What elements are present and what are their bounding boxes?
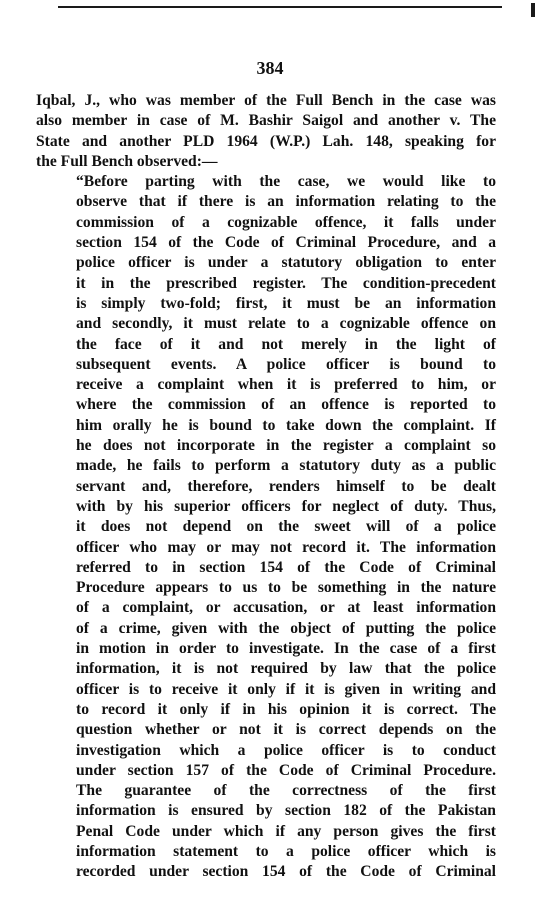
quote-line: where the commission of an offence is reported to <box>76 396 496 414</box>
intro-line: the Full Bench observed:— <box>36 152 218 170</box>
quote-line: with by his superior officers for neglect of duty. Thus, <box>76 497 496 515</box>
quote-line: under section 157 of the Code of Criminal Procedure. <box>76 761 496 779</box>
quote-line: section 154 of the Code of Criminal Procedure, and a <box>76 234 496 252</box>
quote-line: of a crime, given with the object of putting the police <box>76 619 496 637</box>
intro-paragraph <box>0 91 540 172</box>
intro-line: State and another PLD 1964 (W.P.) Lah. 148, speaking for <box>36 132 496 150</box>
quote-line: officer is to receive it only if it is given in writing and <box>76 680 496 698</box>
quote-line: police officer is under a statutory obligation to enter <box>76 254 496 272</box>
intro-line: also member in case of M. Bashir Saigol and another v. The <box>36 112 496 130</box>
page-body <box>0 91 540 883</box>
quote-line: receive a complaint when it is preferred to him, or <box>76 376 496 394</box>
quote-line: him orally he is bound to take down the complaint. If <box>76 416 496 434</box>
intro-line: Iqbal, J., who was member of the Full Bench in the case was <box>36 92 496 109</box>
quote-line: information statement to a police officer which is <box>76 842 496 860</box>
quote-line: he does not incorporate in the register a complaint so <box>76 437 496 455</box>
quote-line: “Before parting with the case, we would like to <box>76 173 496 191</box>
quote-line: observe that if there is an information relating to the <box>76 193 496 211</box>
quote-line: it in the prescribed register. The condition-precedent <box>76 274 496 292</box>
quote-line: Procedure appears to us to be something in the nature <box>76 579 496 597</box>
top-border-rule <box>58 6 502 8</box>
quote-line: information is ensured by section 182 of the Pakistan <box>76 802 496 820</box>
quote-line: of a complaint, or accusation, or at least information <box>76 599 496 617</box>
quote-line: the face of it and not merely in the light of <box>76 335 496 353</box>
quote-line: Penal Code under which if any person gives the first <box>76 822 496 840</box>
quote-line: to record it only if in his opinion it is correct. The <box>76 700 496 718</box>
quote-line: made, he fails to perform a statutory duty as a public <box>76 457 496 475</box>
quote-line: and secondly, it must relate to a cognizable offence on <box>76 315 496 333</box>
quote-line: referred to in section 154 of the Code of Criminal <box>76 558 496 576</box>
quote-line: is simply two-fold; first, it must be an information <box>76 294 496 312</box>
quote-line: commission of a cognizable offence, it falls under <box>76 213 496 231</box>
quote-line: question whether or not it is correct depends on the <box>76 721 496 739</box>
quote-line: officer who may or may not record it. The information <box>76 538 496 556</box>
quote-line: investigation which a police officer is to conduct <box>76 741 496 759</box>
quoted-judgment-block <box>0 172 540 882</box>
page-number: 384 <box>256 58 284 78</box>
quote-line: it does not depend on the sweet will of a police <box>76 518 496 536</box>
page-edge-mark <box>531 3 535 17</box>
quote-line: servant and, therefore, renders himself to be dealt <box>76 477 496 495</box>
quote-line: in motion in order to investigate. In the case of a first <box>76 640 496 658</box>
quote-line: recorded under section 154 of the Code of Criminal <box>76 863 496 881</box>
quote-line: The guarantee of the correctness of the first <box>76 782 496 800</box>
quote-line: information, it is not required by law that the police <box>76 660 496 678</box>
quote-line: subsequent events. A police officer is bound to <box>76 355 496 373</box>
